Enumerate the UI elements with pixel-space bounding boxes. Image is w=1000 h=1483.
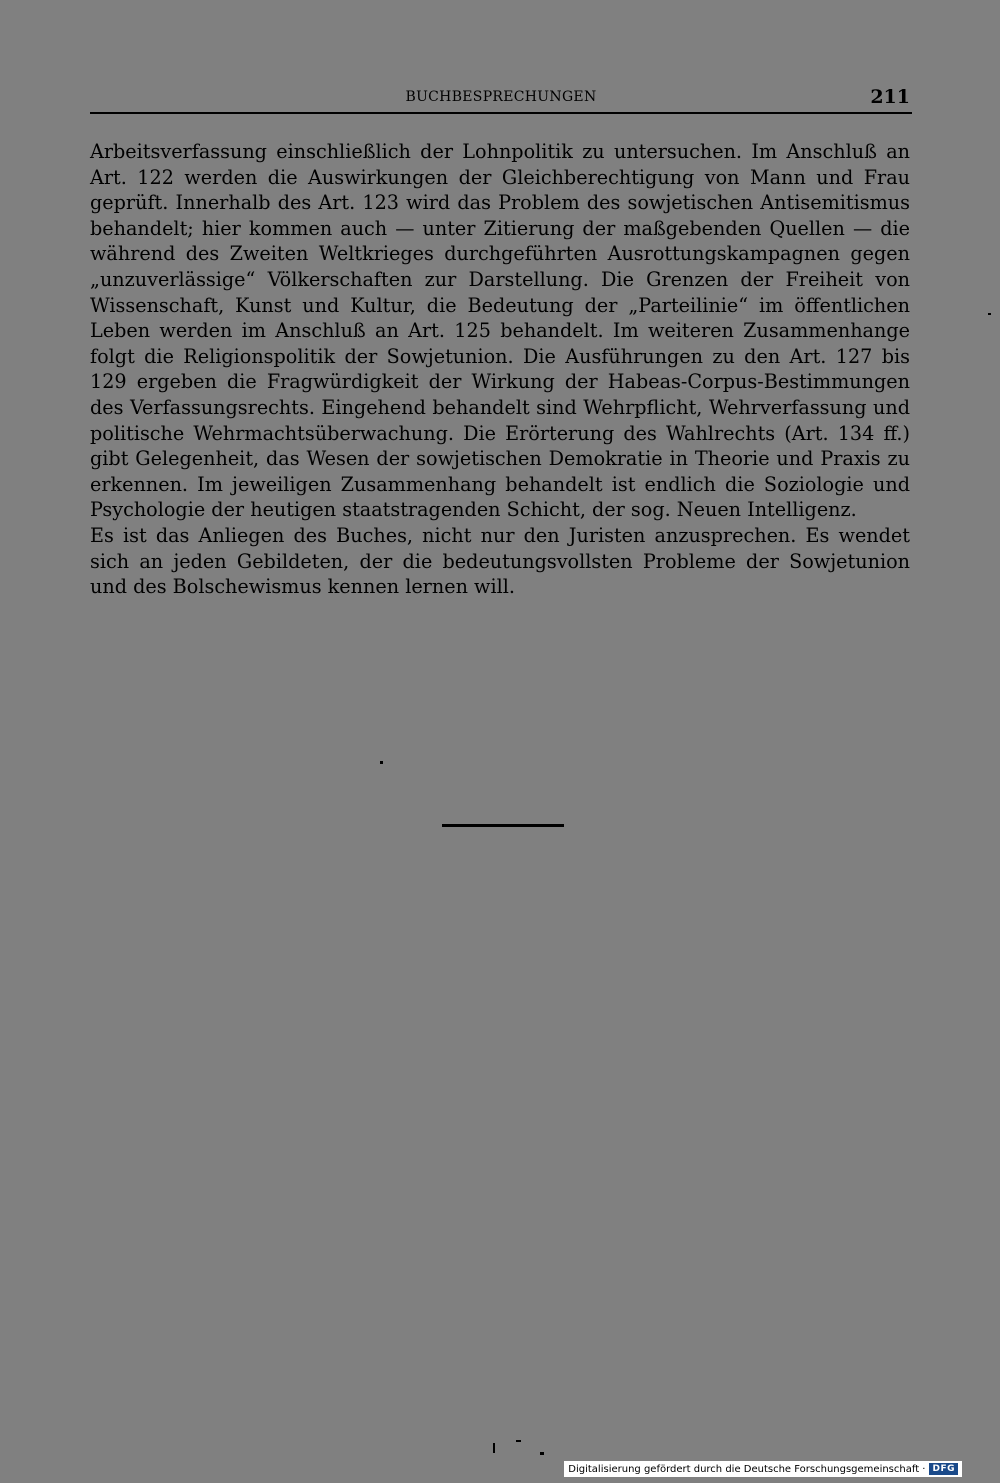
- digitization-credit-text: Digitalisierung gefördert durch die Deutsche Forschungsgemeinschaft ·: [568, 1463, 926, 1475]
- dfg-logo-icon: DFG: [929, 1463, 958, 1475]
- paragraph: Arbeitsverfassung einschließlich der Lohnpolitik zu untersuchen. Im Anschluß an Art. 122 werden die Auswirkungen der Gleichberechtigung von Mann und Frau geprüft. Innerhalb des Art. 123 wird das Problem des sowjetischen Antisemitismus behandelt; hier kommen auch — unter Zitierung der maßgebenden Quellen — die während des Zweiten Weltkrieges durchgeführten Ausrottungskampagnen gegen „unzuverlässige“ Völkerschaften zur Darstellung. Die Grenzen der Freiheit von Wissenschaft, Kunst und Kultur, die Bedeutung der „Parteilinie“ im öffentlichen Leben werden im Anschluß an Art. 125 behandelt. Im weiteren Zusammenhange folgt die Religionspolitik der Sowjetunion. Die Ausführungen zu den Art. 127 bis 129 ergeben die Fragwürdigkeit der Wirkung der Habeas-Corpus-Bestimmungen des Verfassungsrechts. Eingehend behandelt sind Wehrpflicht, Wehrverfassung und politische Wehrmachtsüberwachung. Die Erörterung des Wahlrechts (Art. 134 ff.) gibt Gelegenheit, das Wesen der sowjetischen Demokratie in Theorie und Praxis zu erkennen. Im jeweiligen Zusammenhang behandelt ist endlich die Soziologie und Psychologie der heutigen staatstragenden Schicht, der sog. Neuen Intelligenz.: [90, 140, 910, 522]
- digitization-credit: [564, 1461, 962, 1477]
- scan-speck: [988, 313, 991, 315]
- scan-speck: [380, 761, 383, 764]
- scan-speck: [516, 1440, 521, 1442]
- section-end-rule: [442, 824, 564, 827]
- running-title: BUCHBESPRECHUNGEN: [405, 89, 597, 105]
- scan-speck: [493, 1443, 495, 1453]
- running-head: [90, 86, 912, 114]
- scan-speck: [540, 1452, 544, 1455]
- paragraph: Es ist das Anliegen des Buches, nicht nur den Juristen anzusprechen. Es wendet sich an jeden Gebildeten, der die bedeutungsvollsten Probleme der Sowjetunion und des Bolschewismus kennen lernen will.: [90, 523, 910, 599]
- body-text: [90, 139, 910, 600]
- page-number: 211: [870, 86, 910, 108]
